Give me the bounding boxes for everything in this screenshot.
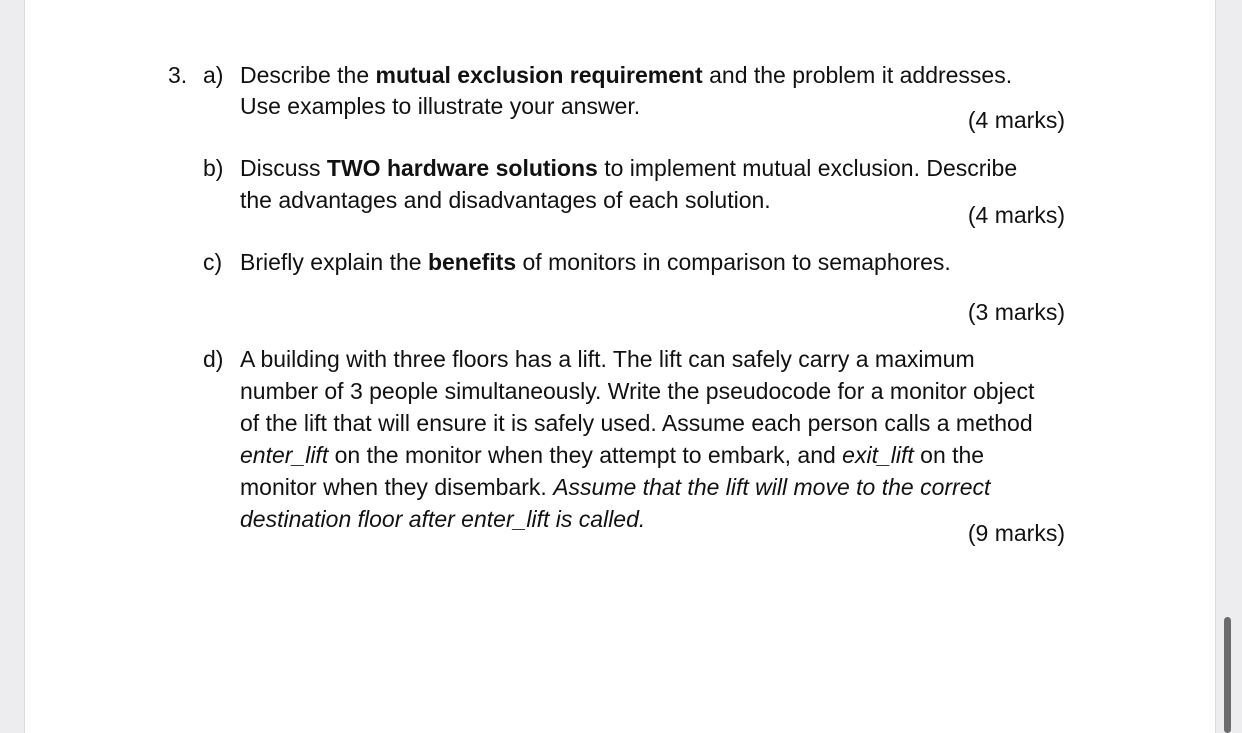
- part-d-line-1: A building with three floors has a lift. The lift can safely carry a maximum: [240, 346, 975, 372]
- part-d-label: d): [203, 346, 224, 372]
- part-b-marks: (4 marks): [967, 202, 1065, 228]
- part-c-line-1: Briefly explain the benefits of monitors in comparison to semaphores.: [240, 249, 951, 275]
- part-c-label: c): [203, 249, 223, 275]
- part-d-line-3: of the lift that will ensure it is safely used. Assume each person calls a method: [240, 410, 1033, 436]
- part-a-marks: (4 marks): [967, 107, 1065, 133]
- part-d-line-4: enter_lift on the monitor when they attempt to embark, and exit_lift on the: [240, 442, 985, 468]
- question-number: 3.: [168, 62, 188, 88]
- part-a-line-2: Use examples to illustrate your answer.: [240, 93, 641, 119]
- part-c-marks: (3 marks): [967, 299, 1065, 325]
- vertical-scrollbar-thumb[interactable]: [1224, 617, 1231, 733]
- part-a-label: a): [203, 62, 224, 88]
- part-d-line-2: number of 3 people simultaneously. Write the pseudocode for a monitor object: [240, 378, 1035, 404]
- part-b-line-1: Discuss TWO hardware solutions to implement mutual exclusion. Describe: [240, 155, 1018, 181]
- part-d-line-5: monitor when they disembark. Assume that the lift will move to the correct: [240, 474, 991, 500]
- part-a-line-1: Describe the mutual exclusion requirement and the problem it addresses.: [240, 62, 1013, 88]
- part-d-marks: (9 marks): [967, 520, 1065, 546]
- part-d-line-6: destination floor after enter_lift is called.: [240, 506, 646, 532]
- part-b-line-2: the advantages and disadvantages of each solution.: [240, 187, 771, 213]
- part-b-label: b): [203, 155, 224, 181]
